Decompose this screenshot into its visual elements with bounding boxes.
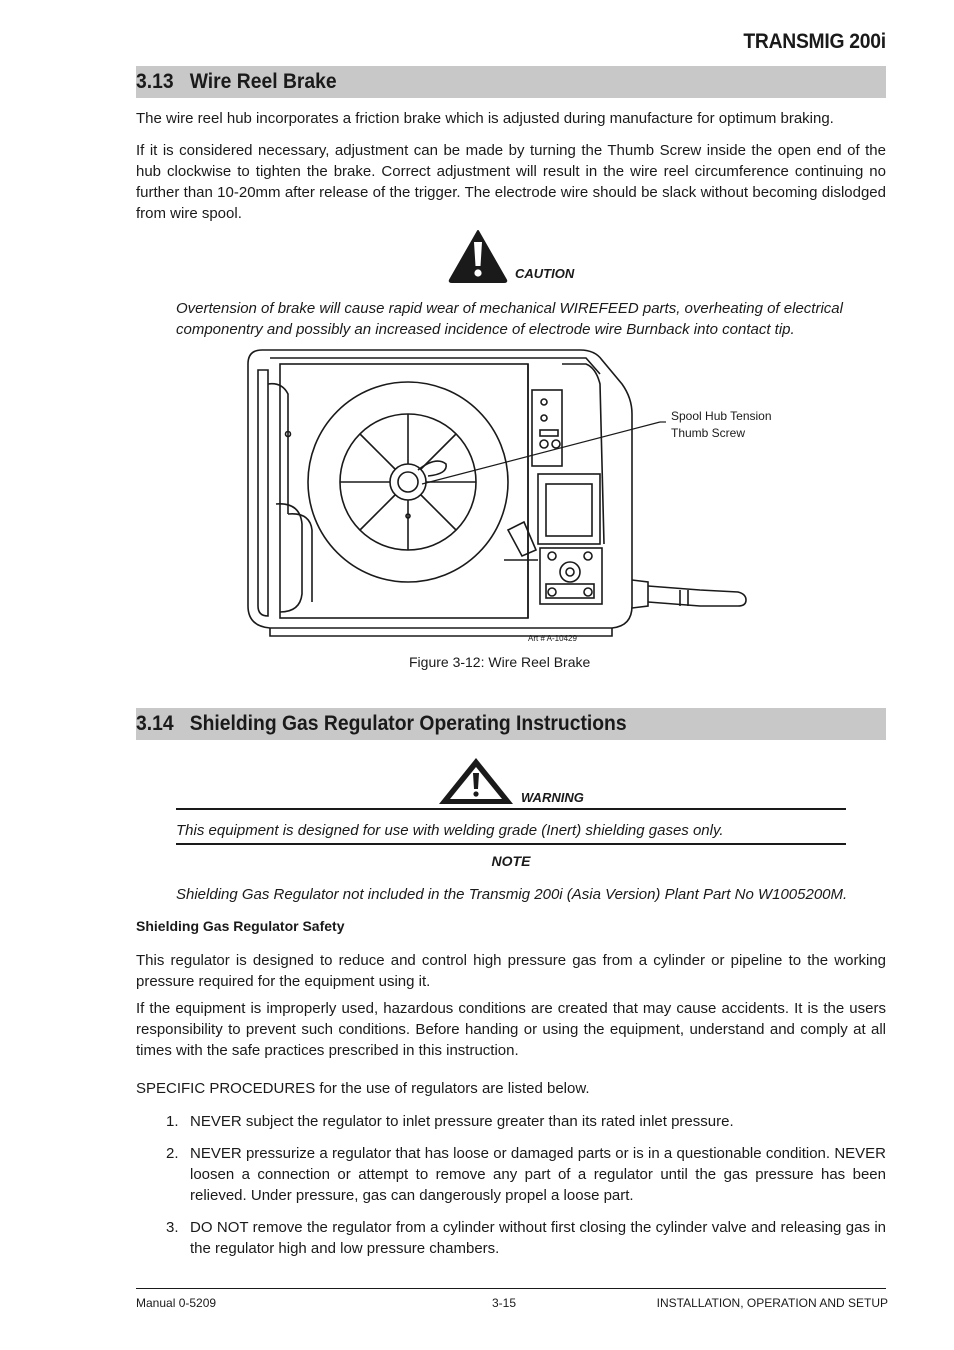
warning-triangle-icon	[436, 755, 516, 807]
paragraph-hub-brake: The wire reel hub incorporates a friction brake which is adjusted during manufacture for optimum braking.	[136, 110, 834, 127]
note-text: Shielding Gas Regulator not included in the Transmig 200i (Asia Version) Plant Part No W1005200M.	[176, 886, 848, 903]
note-label: NOTE	[491, 853, 531, 869]
paragraph-hazard-warning: If the equipment is improperly used, hazardous conditions are created that may cause accidents. It is the users responsibility to prevent such conditions. Before handing or using the equipment, understand and comply at all times with the safe practices prescribed in this instruction.	[136, 1000, 886, 1059]
wire-reel-brake-figure	[240, 344, 750, 644]
art-number: Art # A-10429	[528, 634, 577, 643]
list-text: NEVER pressurize a regulator that has loose or damaged parts or is in a questionable condition. NEVER loosen a connection or attempt to remove any part of a regulator until the gas pressure has been relieved. Under pressure, gas can dangerously propel a loose part.	[190, 1145, 886, 1204]
list-item	[166, 1217, 886, 1259]
document-brand-header: TRANSMIG 200i	[743, 30, 886, 53]
section-heading-3-13	[136, 66, 886, 98]
subheading-regulator-safety: Shielding Gas Regulator Safety	[136, 918, 345, 934]
list-text: NEVER subject the regulator to inlet pressure greater than its rated inlet pressure.	[190, 1113, 734, 1130]
section-title: 3.13 Wire Reel Brake	[136, 70, 337, 93]
list-item	[166, 1111, 886, 1132]
warning-label: WARNING	[521, 790, 584, 805]
callout-line-2: Thumb Screw	[671, 426, 746, 440]
section-title: 3.14 Shielding Gas Regulator Operating Instructions	[136, 712, 627, 735]
paragraph-brake-adjustment: If it is considered necessary, adjustment can be made by turning the Thumb Screw inside the open end of the hub clockwise to tighten the brake. Correct adjustment will result in the wire reel circumference continuing no further than 10-20mm after release of the trigger. The electrode wire should be slack without becoming dislodged from wire spool.	[136, 142, 886, 222]
section-heading-3-14	[136, 708, 886, 740]
warning-top-rule	[176, 808, 846, 810]
list-item	[166, 1143, 886, 1206]
caution-text: Overtension of brake will cause rapid wear of mechanical WIREFEED parts, overheating of electrical componentry and possibly an increased incidence of electrode wire Burnback into contact tip.	[176, 300, 843, 338]
list-number: 1.	[166, 1113, 179, 1130]
list-number: 3.	[166, 1219, 179, 1236]
callout-line-1: Spool Hub Tension	[671, 409, 772, 423]
footer-manual-number: Manual 0-5209	[136, 1296, 217, 1310]
caution-label: CAUTION	[515, 266, 575, 281]
footer-rule	[136, 1288, 886, 1289]
paragraph-regulator-purpose: This regulator is designed to reduce and control high pressure gas from a cylinder or pipeline to the working pressure required for the equipment using it.	[136, 952, 886, 990]
list-text: DO NOT remove the regulator from a cylinder without first closing the cylinder valve and releasing gas in the regulator high and low pressure chambers.	[190, 1219, 886, 1257]
warning-bottom-rule	[176, 843, 846, 845]
list-number: 2.	[166, 1145, 179, 1162]
caution-warning-triangle-icon	[447, 228, 509, 284]
footer-section-name: INSTALLATION, OPERATION AND SETUP	[656, 1296, 888, 1310]
figure-callout	[671, 408, 772, 442]
paragraph-specific-procedures: SPECIFIC PROCEDURES for the use of regulators are listed below.	[136, 1080, 590, 1097]
warning-text: This equipment is designed for use with welding grade (Inert) shielding gases only.	[176, 822, 724, 839]
footer-page-number: 3-15	[492, 1296, 517, 1310]
figure-caption: Figure 3-12: Wire Reel Brake	[409, 654, 591, 670]
